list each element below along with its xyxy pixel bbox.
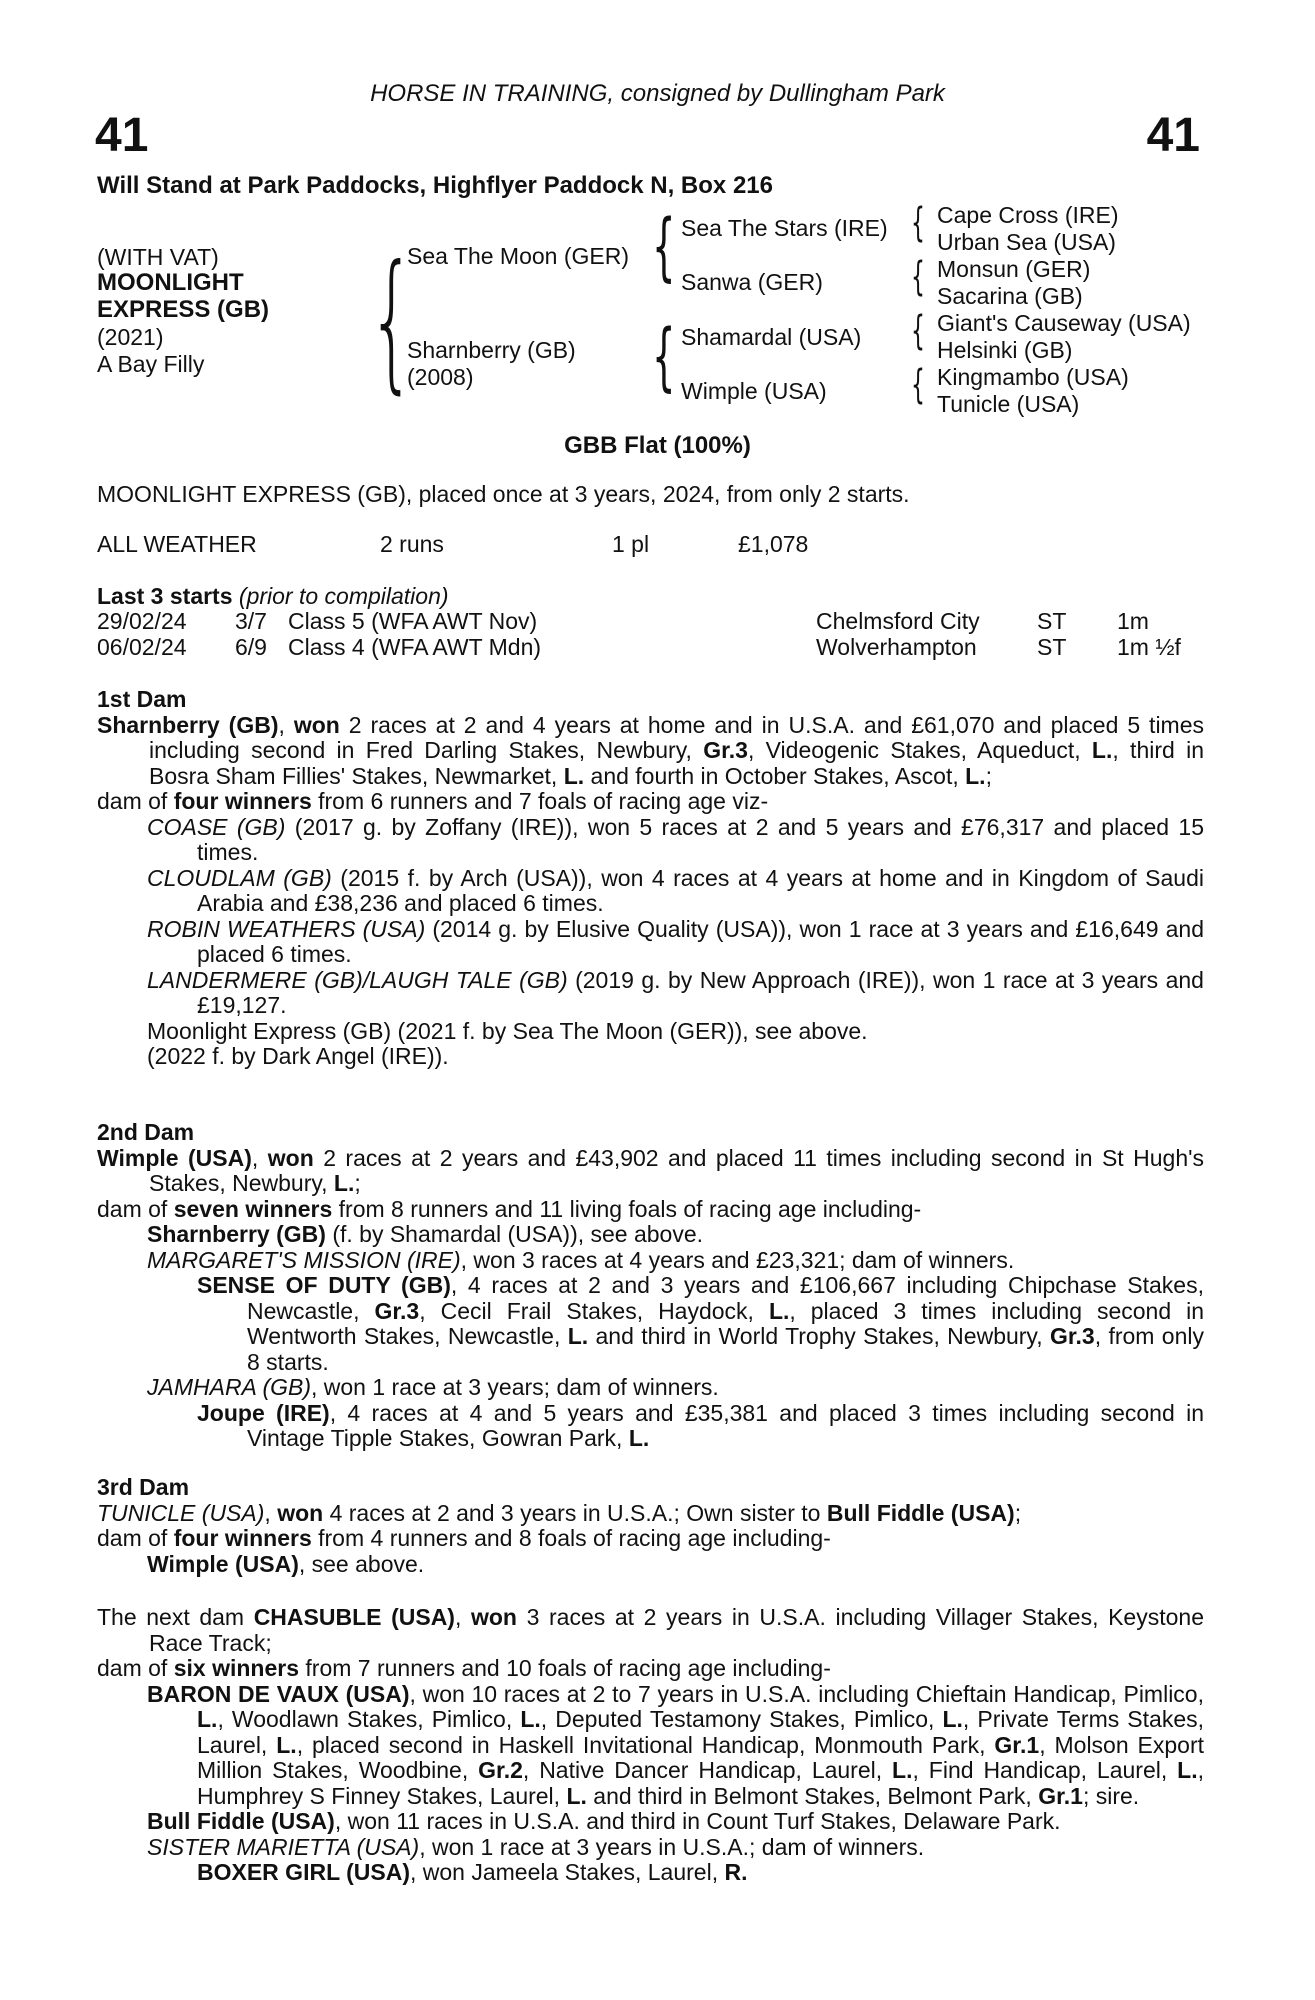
pedigree-dsd: Helsinki (GB) [937, 337, 1073, 363]
progeny-name: MARGARET'S MISSION (IRE) [147, 1246, 461, 1273]
pedigree-sire-sire: Sea The Stars (IRE) [681, 215, 888, 241]
grade: L. [965, 762, 986, 789]
horse-name-line2: EXPRESS (GB) [97, 296, 270, 323]
next-dam-section [97, 1605, 1204, 1886]
brace-dd: { [911, 362, 925, 408]
section-heading: 3rd Dam [97, 1474, 190, 1500]
grade: L. [942, 1706, 963, 1732]
text: , won 3 races at 4 years and £23,321; dam of winners. [460, 1246, 1015, 1273]
text: 4 races at 2 and 3 years in U.S.A.; Own sister to [323, 1499, 827, 1526]
text: , placed 3 times including second in Wentworth Stakes, Newcastle, [247, 1297, 1205, 1349]
text: (2017 g. by Zoffany (IRE)), won 5 races at 2 and 5 years and £76,317 and placed 15 times. [197, 813, 1204, 865]
won-word: won [277, 1499, 324, 1526]
grade: Gr.3 [1049, 1323, 1095, 1349]
progeny-name: LANDERMERE (GB)/LAUGH TALE (GB) [147, 966, 568, 993]
text: , Private Terms Stakes, Laurel, [197, 1706, 1204, 1758]
start-surface: ST [1037, 633, 1067, 660]
start-course: Chelmsford City [816, 608, 980, 634]
dam-name: Sharnberry (GB) [97, 711, 279, 738]
page-header: HORSE IN TRAINING, consigned by Dullingham Park [370, 80, 945, 107]
dam-of-line [97, 1656, 1204, 1682]
progeny-item: (2022 f. by Dark Angel (IRE)). [147, 1043, 449, 1069]
winners-count: four winners [173, 788, 312, 814]
text: , third in Bosra Sham Fillies' Stakes, Newmarket, [149, 737, 1204, 789]
text: , placed second in Haskell Invitational Handicap, Monmouth Park, [296, 1731, 995, 1758]
grade: L. [333, 1170, 355, 1196]
pedigree-dam: Sharnberry (GB) [407, 337, 576, 363]
text: , won Jameela Stakes, Laurel, [409, 1859, 725, 1885]
text: from 6 runners and 7 foals of racing age viz- [311, 788, 769, 814]
progeny-item [97, 1809, 1204, 1835]
vat-note: (WITH VAT) [97, 244, 219, 270]
text: and fourth in October Stakes, Ascot, [584, 762, 966, 789]
won-word: won [293, 711, 340, 738]
text: , 4 races at 4 and 5 years and £35,381 and placed 3 times including second in Vintage Tipple Stakes, Gowran Park, [247, 1399, 1204, 1451]
progeny-item [97, 815, 1204, 866]
progeny-item [97, 1401, 1204, 1452]
winners-count: seven winners [173, 1195, 333, 1222]
grade: Gr.3 [703, 737, 748, 763]
pedigree-brace-dam: { [652, 314, 676, 400]
progeny-name: COASE (GB) [147, 813, 286, 840]
horse-description: A Bay Filly [97, 351, 205, 377]
dam-record: Wimple (USA), won 2 races at 2 years and £43,902 and placed 11 times including second in St Hugh's Stakes, Newbury, L.; [97, 1144, 1204, 1196]
grade: L. [628, 1425, 650, 1451]
progeny-item [97, 1222, 1204, 1248]
text: dam of [97, 1195, 174, 1222]
pedigree-ddd: Tunicle (USA) [937, 391, 1080, 417]
pedigree-brace-main: { [368, 234, 416, 408]
gbb-rating: GBB Flat (100%) [564, 432, 751, 459]
lot-number-left: 41 [95, 109, 149, 162]
text: (2019 g. by New Approach (IRE)), won 1 race at 3 years and £19,127. [197, 966, 1204, 1018]
progeny-name: BARON DE VAUX (USA) [147, 1680, 410, 1707]
text: 2 races at 2 years and £43,902 and placed 11 times including second in St Hugh's Stakes, Newbury, [149, 1144, 1204, 1196]
start-distance: 1m [1117, 608, 1149, 634]
pedigree-sire-dam: Sanwa (GER) [681, 269, 823, 295]
text: , Deputed Testamony Stakes, Pimlico, [540, 1706, 943, 1732]
first-dam-section [97, 687, 1204, 1070]
text: , won 10 races at 2 to 7 years in U.S.A. including Chieftain Handicap, Pimlico, [409, 1680, 1204, 1707]
text: (f. by Shamardal (USA)), see above. [325, 1221, 704, 1247]
won-word: won [267, 1144, 314, 1171]
aw-placed: 1 pl [612, 531, 650, 557]
dam-record: Sharnberry (GB), won 2 races at 2 and 4 years at home and in U.S.A. and £61,070 and placed 5 times including second in Fred Darling Stakes, Newbury, Gr.3, Videogenic Stakes, Aqueduct, L., third in Bosra Sham Fillies' Stakes, Newmarket, L. and fourth in October Stakes, Ascot, L.; [97, 711, 1205, 789]
grade: Gr.3 [374, 1297, 420, 1324]
text: , won 1 race at 3 years; dam of winners. [311, 1374, 719, 1400]
text: The next dam [97, 1604, 254, 1630]
text: 2 races at 2 and 4 years at home and in U.S.A. and £61,070 and placed 5 times including second in Fred Darling Stakes, Newbury, [149, 711, 1205, 763]
pedigree-dds: Kingmambo (USA) [937, 364, 1129, 390]
text: from 7 runners and 10 foals of racing age including- [299, 1655, 831, 1681]
progeny-name: SISTER MARIETTA (USA) [147, 1833, 420, 1860]
dam-name: Wimple (USA) [97, 1144, 252, 1171]
text: , Videogenic Stakes, Aqueduct, [747, 737, 1092, 763]
progeny-name: Wimple (USA) [147, 1550, 299, 1577]
dam-name: TUNICLE (USA) [97, 1499, 265, 1526]
progeny-item: Moonlight Express (GB) (2021 f. by Sea The Moon (GER)), see above. [147, 1017, 868, 1044]
lot-number-right: 41 [1146, 109, 1200, 162]
last-starts-heading [97, 584, 449, 610]
third-dam-section [97, 1475, 1204, 1577]
text: , from only 8 starts. [247, 1323, 1204, 1375]
last-starts-title: Last 3 starts [97, 583, 233, 609]
progeny-item [97, 1552, 1204, 1578]
pedigree-dam-year: (2008) [407, 364, 474, 390]
text: , Cecil Frail Stakes, Haydock, [419, 1297, 769, 1324]
dam-record: The next dam CHASUBLE (USA), won 3 races at 2 years in U.S.A. including Villager Stakes, Keystone Race Track; [97, 1604, 1204, 1656]
pedigree-dam-dam: Wimple (USA) [681, 378, 827, 404]
progeny-name: Sharnberry (GB) [147, 1221, 326, 1247]
progeny-name: BOXER GIRL (USA) [197, 1859, 410, 1885]
text: , 4 races at 2 and 3 years and £106,667 including Chipchase Stakes, Newcastle, [247, 1272, 1204, 1324]
text: dam of [97, 1525, 174, 1551]
horse-name-line1: MOONLIGHT [97, 269, 244, 296]
winners-count: four winners [173, 1525, 312, 1551]
text: from 4 runners and 8 foals of racing age including- [311, 1525, 831, 1551]
text: ; sire. [1082, 1782, 1140, 1809]
aw-prize: £1,078 [738, 531, 809, 557]
grade: L. [892, 1757, 913, 1783]
progeny-item [97, 866, 1204, 917]
brace-ss: { [911, 200, 925, 246]
progeny-item [97, 1248, 1204, 1274]
grade: L. [563, 762, 585, 789]
text: , Humphrey S Finney Stakes, Laurel, [197, 1757, 1204, 1809]
progeny-item [97, 968, 1204, 1019]
race-summary: MOONLIGHT EXPRESS (GB), placed once at 3 years, 2024, from only 2 starts. [97, 481, 910, 507]
pedigree-brace-sire: { [652, 204, 676, 290]
text: from 8 runners and 11 living foals of racing age including- [332, 1195, 922, 1222]
start-class: Class 5 (WFA AWT Nov) [288, 608, 538, 634]
aw-runs: 2 runs [380, 531, 444, 557]
section-heading: 2nd Dam [97, 1119, 195, 1145]
second-dam-section [97, 1120, 1204, 1452]
progeny-name: SENSE OF DUTY (GB) [197, 1272, 451, 1298]
progeny-name: Bull Fiddle (USA) [147, 1808, 335, 1834]
start-date: 06/02/24 [97, 633, 187, 660]
grade: L. [520, 1706, 541, 1732]
grade: L. [567, 1323, 589, 1349]
text: , see above. [298, 1550, 425, 1577]
text: , Woodlawn Stakes, Pimlico, [217, 1706, 521, 1732]
grade: L. [276, 1731, 297, 1758]
last-starts-table [97, 609, 1207, 660]
text: , won 11 races in U.S.A. and third in Count Turf Stakes, Delaware Park. [334, 1808, 1061, 1834]
text: ; [1014, 1499, 1022, 1526]
pedigree-dss: Giant's Causeway (USA) [937, 310, 1191, 336]
grade: Gr.2 [478, 1757, 523, 1783]
section-heading: 1st Dam [97, 686, 187, 712]
aw-label: ALL WEATHER [97, 531, 257, 557]
pedigree-dam-sire: Shamardal (USA) [681, 324, 862, 350]
text: (2014 g. by Elusive Quality (USA)), won 1 race at 3 years and £16,649 and placed 6 times. [197, 915, 1204, 967]
text: dam of [97, 1655, 174, 1681]
start-date: 29/02/24 [97, 608, 187, 634]
grade: L. [1177, 1757, 1198, 1783]
progeny-item [97, 1682, 1204, 1810]
grade: L. [1091, 737, 1113, 763]
sister-name: Bull Fiddle (USA) [826, 1499, 1015, 1526]
dam-of-line [97, 789, 1204, 815]
start-class: Class 4 (WFA AWT Mdn) [288, 633, 542, 660]
text: ; [354, 1170, 361, 1196]
dam-record: TUNICLE (USA), won 4 races at 2 and 3 years in U.S.A.; Own sister to Bull Fiddle (USA); [97, 1499, 1022, 1526]
text: ; [985, 762, 992, 789]
progeny-item [97, 1835, 1204, 1861]
progeny-name: CLOUDLAM (GB) [147, 864, 332, 891]
pedigree-sds: Monsun (GER) [937, 256, 1091, 282]
text: , won 1 race at 3 years in U.S.A.; dam of winners. [419, 1833, 925, 1860]
start-position: 3/7 [235, 608, 267, 634]
progeny-item [97, 917, 1204, 968]
grade: L. [768, 1297, 790, 1324]
horse-year: (2021) [97, 324, 164, 350]
pedigree-sire: Sea The Moon (GER) [407, 243, 630, 269]
winners-count: six winners [173, 1655, 299, 1681]
dam-of-line [97, 1197, 1204, 1223]
grade: Gr.1 [994, 1731, 1040, 1758]
start-surface: ST [1037, 608, 1067, 634]
pedigree-sdd: Sacarina (GB) [937, 283, 1083, 309]
grade: R. [724, 1859, 748, 1885]
text: , Molson Export Million Stakes, Woodbine, [197, 1731, 1205, 1783]
won-word: won [470, 1604, 517, 1630]
start-position: 6/9 [235, 633, 267, 660]
text: dam of [97, 788, 174, 814]
progeny-name: ROBIN WEATHERS (USA) [147, 915, 426, 942]
text: and third in Belmont Stakes, Belmont Park, [586, 1782, 1039, 1809]
grade: Gr.1 [1038, 1782, 1083, 1809]
progeny-item [97, 1860, 1204, 1886]
dam-name: CHASUBLE (USA) [253, 1604, 455, 1630]
progeny-name: Joupe (IRE) [197, 1399, 330, 1426]
pedigree-sss: Cape Cross (IRE) [937, 202, 1119, 228]
start-distance: 1m ½f [1117, 633, 1181, 660]
text: 3 races at 2 years in U.S.A. including Villager Stakes, Keystone Race Track; [149, 1604, 1204, 1656]
text: , Find Handicap, Laurel, [912, 1757, 1178, 1783]
dam-of-line [97, 1526, 1204, 1552]
progeny-name: JAMHARA (GB) [147, 1374, 311, 1400]
text: (2015 f. by Arch (USA)), won 4 races at 4 years at home and in Kingdom of Saudi Arabia and £38,236 and placed 6 times. [197, 864, 1204, 916]
progeny-item [97, 1375, 1204, 1401]
grade: L. [197, 1706, 218, 1732]
brace-sd: { [911, 254, 925, 300]
pedigree-ssd: Urban Sea (USA) [937, 229, 1116, 255]
table-row [97, 609, 1207, 635]
grade: L. [566, 1782, 587, 1809]
stand-location: Will Stand at Park Paddocks, Highflyer Paddock N, Box 216 [97, 172, 773, 199]
progeny-item [97, 1273, 1204, 1375]
brace-ds: { [911, 308, 925, 354]
table-row [97, 635, 1207, 661]
text: , Native Dancer Handicap, Laurel, [522, 1757, 893, 1783]
start-course: Wolverhampton [816, 633, 977, 660]
last-starts-note: (prior to compilation) [238, 583, 449, 609]
text: and third in World Trophy Stakes, Newbury, [588, 1323, 1050, 1349]
